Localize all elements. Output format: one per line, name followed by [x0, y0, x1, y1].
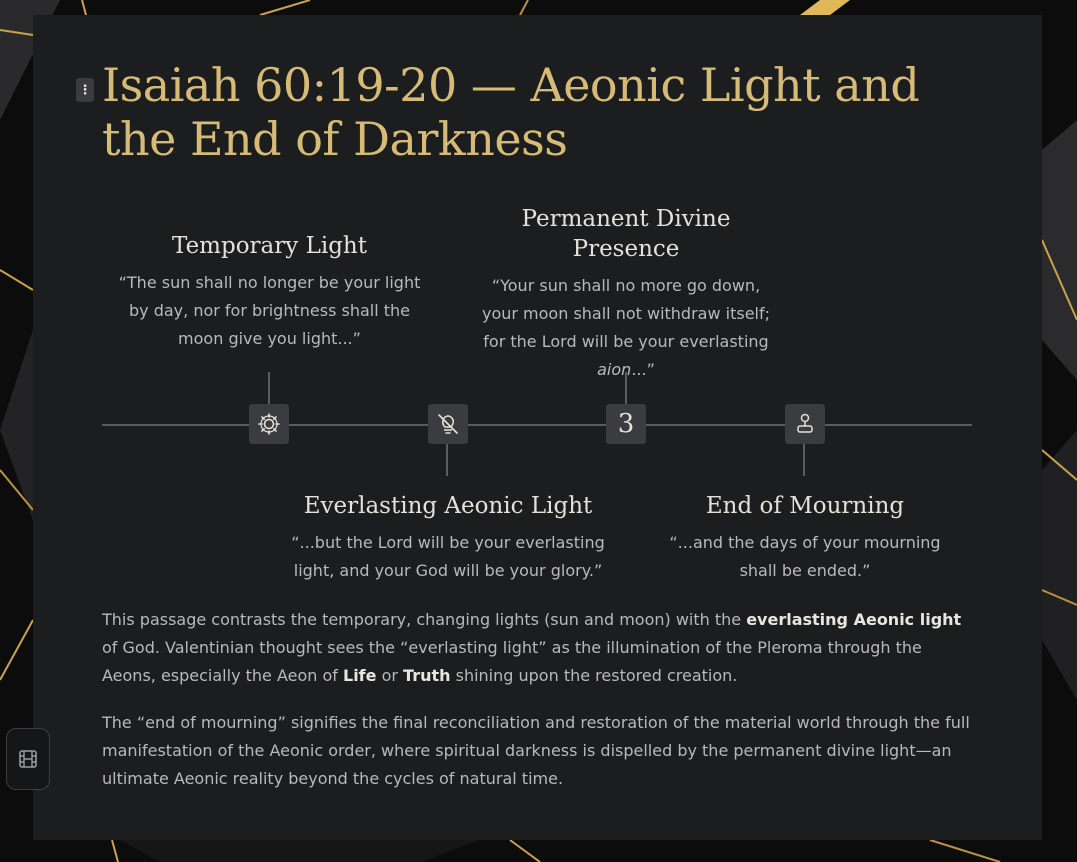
timeline-node-4[interactable]	[785, 404, 825, 444]
event-quote: “The sun shall no longer be your light by day, nor for brightness shall the moon give you light...”	[118, 273, 421, 348]
no-light-icon	[435, 411, 461, 437]
timeline-node-3[interactable]	[606, 404, 646, 444]
timeline-node-1[interactable]	[249, 404, 289, 444]
timeline-event-permanent-presence	[472, 204, 780, 384]
quote-emphasis: aion	[597, 360, 632, 379]
paragraph-bold: everlasting Aeonic light	[746, 610, 962, 629]
timeline-node-2[interactable]	[428, 404, 468, 444]
sun-icon	[256, 411, 282, 437]
timeline-axis	[102, 424, 972, 426]
timeline-event-end-of-mourning	[650, 491, 960, 585]
paragraph-bold: Life	[343, 666, 377, 685]
timeline-connector	[268, 372, 270, 404]
body-paragraph-2: The “end of mourning” signifies the final reconciliation and restoration of the material world through the full manifestation of the Aeonic order, where spiritual darkness is dispelled by the permanent divine light—an ultimate Aeonic reality beyond the cycles of natural time.	[102, 713, 970, 788]
timeline-connector	[446, 444, 448, 476]
event-quote: “...but the Lord will be your everlasting light, and your God will be your glory.”	[291, 533, 605, 580]
film-button[interactable]	[6, 728, 50, 790]
paragraph-text: shining upon the restored creation.	[450, 666, 738, 685]
event-title: Temporary Light	[172, 233, 367, 259]
joystick-icon	[792, 411, 818, 437]
timeline-event-everlasting-light	[287, 491, 609, 585]
quote-end: ...”	[631, 360, 655, 379]
vertical-dots-icon[interactable]: ⋮	[76, 78, 94, 102]
event-title: Permanent Divine Presence	[521, 206, 731, 262]
paragraph-text: This passage contrasts the temporary, changing lights (sun and moon) with the	[102, 610, 747, 629]
timeline-event-temporary-light	[112, 231, 427, 353]
page-title: Isaiah 60:19-20 — Aeonic Light and the End of Darkness	[102, 58, 920, 166]
event-quote: “...and the days of your mourning shall be ended.”	[669, 533, 941, 580]
film-icon	[18, 749, 38, 769]
event-title: Everlasting Aeonic Light	[303, 493, 593, 519]
quote-text: “Your sun shall no more go down, your moon shall not withdraw itself; for the Lord will be your everlasting	[481, 276, 771, 351]
paragraph-text: or	[376, 666, 404, 685]
node-number: 3	[617, 409, 635, 439]
body-paragraph-1	[102, 606, 972, 690]
event-title: End of Mourning	[705, 493, 905, 519]
paragraph-text: of God. Valentinian thought sees the “everlasting light” as the illumination of the Pleroma through the Aeons, especially the Aeon of	[102, 638, 922, 685]
event-quote	[472, 272, 780, 384]
timeline-connector	[803, 444, 805, 476]
paragraph-bold: Truth	[403, 666, 451, 685]
